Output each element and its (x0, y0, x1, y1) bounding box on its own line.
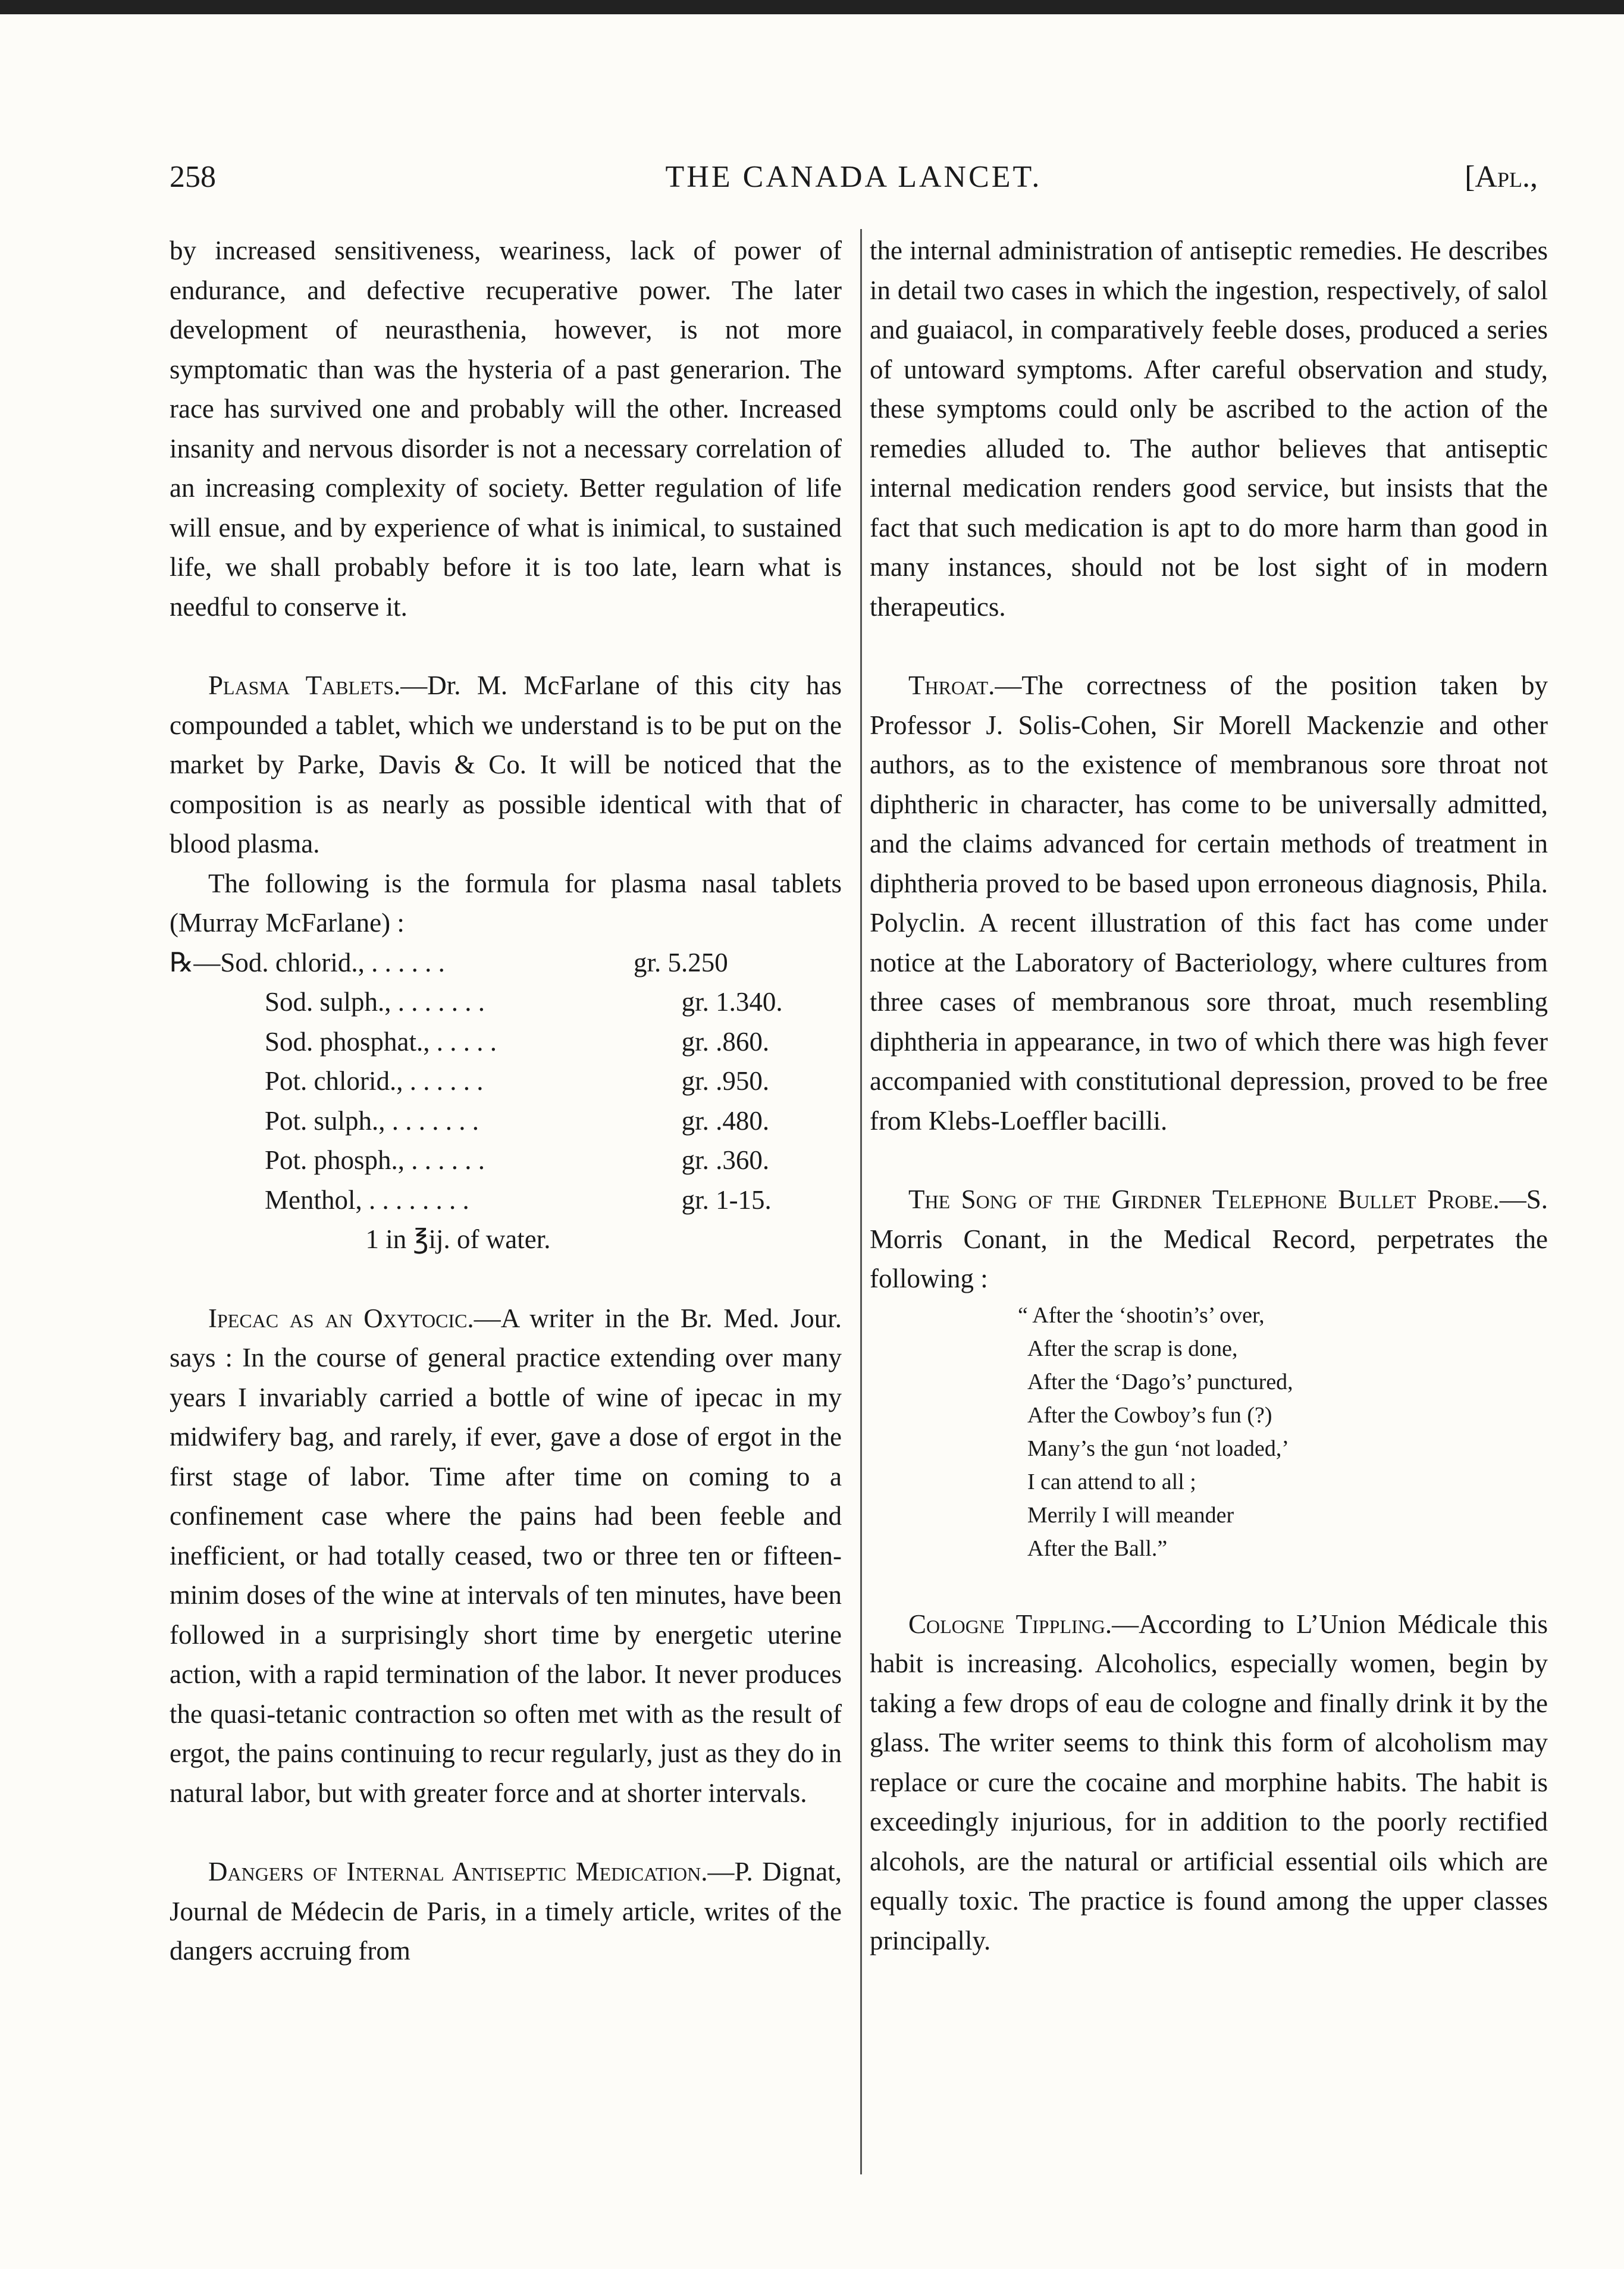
ingredient-name: Pot. chlorid., . . . . . . (265, 1066, 484, 1096)
throat-heading: Throat. (908, 670, 995, 700)
ingredient-amount: gr. .480. (681, 1105, 770, 1136)
ingredient-name: Sod. sulph., . . . . . . . (265, 987, 485, 1017)
dangers-body: —P. Dignat, Journal de Médecin de Paris, in a timely article, writes of the dangers accruing from (170, 1857, 842, 1966)
song-heading: The Song of the Girdner Telephone Bullet Probe. (908, 1184, 1500, 1214)
running-header (170, 159, 1538, 207)
cologne-heading: Cologne Tippling. (908, 1609, 1112, 1639)
poem-line: After the Cowboy’s fun (?) (1027, 1402, 1272, 1428)
left-column (170, 231, 842, 1971)
plasma-tablets-body: —Dr. M. McFarlane of this city has compounded a tablet, which we understand is to be put on the market by Parke, Davis & Co. It will be noticed that the composition is as nearly as possible identical with that of blood plasma. (170, 670, 842, 858)
right-column (870, 231, 1548, 1960)
song-article (870, 1180, 1548, 1299)
ipecac-heading: Ipecac as an Oxytocic. (208, 1303, 474, 1333)
plasma-tablets-heading: Plasma Tablets. (208, 670, 401, 700)
formula-row (170, 982, 842, 1022)
formula-list (170, 943, 842, 1220)
throat-article (870, 666, 1548, 1140)
formula-row (170, 1061, 842, 1101)
throat-body: —The correctness of the position taken by Professor J. Solis-Cohen, Sir Morell Mackenzie and other authors, as to the existence of membranous sore throat not diphtheric in character, has come to be universally admitted, and the claims advanced for certain methods of treatment in diphtheria proved to be based upon erroneous diagnosis, Phila. Polyclin. A recent illustration of this fact has come under notice at the Laboratory of Bacteriology, where cultures from three cases of membranous sore throat, much resembling diphtheria in appearance, in two of which there was high fever accompanied with constitutional depression, proved to be free from Klebs-Loeffler bacilli. (870, 670, 1548, 1136)
issue-month: [Apl., (1465, 160, 1538, 194)
ingredient-amount: gr. 1-15. (681, 1184, 772, 1215)
poem-line: After the ‘Dago’s’ punctured, (1027, 1369, 1293, 1394)
song-body: —S. Morris Conant, in the Medical Record, perpetrates the following : (870, 1184, 1548, 1293)
ingredient-name: Pot. sulph., . . . . . . . (265, 1105, 479, 1136)
ingredient-name: Pot. phosph., . . . . . . (265, 1145, 485, 1175)
formula-row (170, 943, 842, 983)
poem-line: Many’s the gun ‘not loaded,’ (1027, 1436, 1290, 1461)
cologne-article (870, 1604, 1548, 1961)
dangers-heading: Dangers of Internal Antiseptic Medication. (208, 1857, 708, 1886)
poem (870, 1299, 1548, 1565)
journal-title: THE CANADA LANCET. (665, 160, 1042, 194)
poem-line: After the scrap is done, (1027, 1336, 1238, 1361)
antiseptic-continuation: the internal administration of antiseptic remedies. He describes in detail two cases in which the ingestion, respectively, of salol and guaiacol, in comparatively feeble doses, produced a series of untoward symptoms. After careful observation and study, these symptoms could only be ascribed to the action of the remedies alluded to. The author believes that antiseptic internal medication renders good service, but insists that the fact that such medication is apt to do more harm than good in many instances, should not be lost sight of in modern therapeutics. (870, 236, 1548, 622)
ingredient-name: ℞—Sod. chlorid., . . . . . . (170, 947, 445, 977)
ingredient-amount: gr. .360. (681, 1145, 770, 1175)
neurasthenia-paragraph: by increased sensitiveness, weariness, lack of power of endurance, and defective recuperative power. The later development of neurasthenia, however, is not more symptomatic than was the hysteria of a past generarion. The race has survived one and probably will the other. Increased insanity and nervous disorder is not a necessary correlation of an increasing complexity of society. Better regulation of life will ensue, and by experience of what is inimical, to sustained life, we shall probably before it is too late, learn what is needful to conserve it. (170, 236, 842, 622)
dangers-article (170, 1852, 842, 1971)
formula-row (170, 1180, 842, 1220)
scan-top-edge (0, 0, 1624, 14)
formula-row (170, 1022, 842, 1062)
ipecac-article (170, 1299, 842, 1813)
column-divider (860, 229, 862, 2174)
formula-note: 1 in ℥ij. of water. (365, 1224, 551, 1254)
poem-line: Merrily I will meander (1027, 1502, 1234, 1528)
poem-line: I can attend to all ; (1027, 1469, 1196, 1494)
cologne-body: —According to L’Union Médicale this habit is increasing. Alcoholics, especially women, begin by taking a few drops of eau de cologne and finally drink it by the glass. The writer seems to think this form of alcoholism may replace or cure the cocaine and morphine habits. The habit is exceedingly injurious, for in addition to the poorly rectified alcohols, are the natural or artificial essential oils which are equally toxic. The practice is found among the upper classes principally. (870, 1609, 1548, 1955)
ingredient-amount: gr. 5.250 (634, 947, 728, 977)
plasma-tablets-article (170, 666, 842, 864)
ipecac-body: —A writer in the Br. Med. Jour. says : In the course of general practice extending over many years I invariably carried a bottle of wine of ipecac in my midwifery bag, and rarely, if ever, gave a dose of ergot in the first stage of labor. Time after time on coming to a confinement case where the pains had been feeble and inefficient, or had totally ceased, two or three ten or fifteen-minim doses of the wine at intervals of ten minutes, have been followed in a surprisingly short time by energetic uterine action, with a rapid termination of the labor. It never produces the quasi-tetanic contraction so often met with as the result of ergot, the pains continuing to recur regularly, just as they do in natural labor, but with greater force and at shorter intervals. (170, 1303, 842, 1808)
ingredient-name: Menthol, . . . . . . . . (265, 1184, 469, 1215)
ingredient-amount: gr. 1.340. (681, 987, 783, 1017)
ingredient-amount: gr. .950. (681, 1066, 770, 1096)
formula-intro: The following is the formula for plasma nasal tablets (Murray McFarlane) : (170, 868, 842, 938)
page-number: 258 (170, 160, 216, 194)
poem-line: After the Ball.” (1027, 1535, 1168, 1561)
ingredient-name: Sod. phosphat., . . . . . (265, 1026, 497, 1057)
formula-row (170, 1140, 842, 1180)
ingredient-amount: gr. .860. (681, 1026, 770, 1057)
poem-line: “ After the ‘shootin’s’ over, (1018, 1302, 1265, 1328)
formula-row (170, 1101, 842, 1141)
